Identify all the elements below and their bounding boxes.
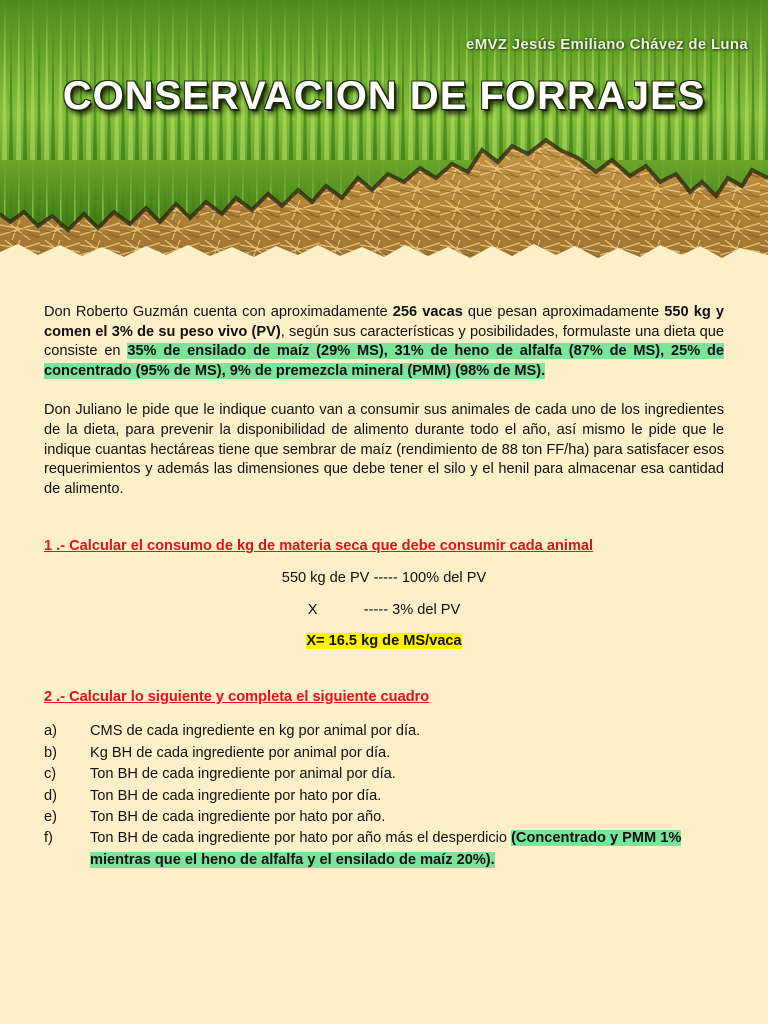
list-item (44, 807, 724, 828)
intro-text: Don Roberto Guzmán cuenta con aproximadamente (44, 304, 393, 320)
list-item-text: Ton BH de cada ingrediente por hato por día. (90, 787, 382, 804)
list-item-text-main: Ton BH de cada ingrediente por hato por año más el desperdicio (90, 830, 512, 847)
calc-line-2-rest: ----- 3% del PV (363, 601, 461, 618)
waste-highlight: (Concentrado y PMM 1% mientras que el heno de alfalfa y el ensilado de maíz 20%). (90, 830, 682, 868)
list-item (44, 721, 724, 742)
intro-paragraph-1 (44, 303, 724, 381)
list-marker: b) (44, 744, 57, 761)
calc-result-highlight: X= 16.5 kg de MS/vaca (306, 633, 462, 650)
list-marker: c) (44, 766, 57, 783)
list-marker: d) (44, 787, 57, 804)
section-1-heading: 1 .- Calcular el consumo de kg de materia seca que debe consumir cada animal (44, 538, 594, 555)
task-list (44, 721, 724, 871)
list-item-text: Ton BH de cada ingrediente por animal por día. (90, 766, 396, 783)
intro-paragraph-2: Don Juliano le pide que le indique cuanto van a consumir sus animales de cada uno de los ingredientes de la dieta, para prevenir la disponibilidad de alimento durante todo el año, así mismo le pide que le indique cuantas hectáreas tiene que sembrar de maíz (rendimiento de 88 ton FF/ha) para satisfacer esos requerimientos y además las dimensiones que debe tener el silo y el henil para almacenar esa cantidad de alimento. (44, 402, 724, 497)
calc-result (44, 632, 724, 652)
calc-line-1: 550 kg de PV ----- 100% del PV (281, 569, 487, 586)
list-item (44, 743, 724, 764)
list-item-text: Ton BH de cada ingrediente por hato por año. (90, 808, 386, 825)
calc-line-2 (44, 601, 724, 621)
list-marker: f) (44, 830, 53, 847)
list-marker: e) (44, 808, 57, 825)
diet-composition-highlight: 35% de ensilado de maíz (29% MS), 31% de heno de alfalfa (87% de MS), 25% de concentrado (95% de MS), 9% de premezcla mineral (PMM) (98% de MS). (44, 343, 724, 379)
cow-count: 256 vacas (392, 304, 463, 320)
list-item (44, 828, 724, 871)
intro-text: , según sus características y posibilidades, formulaste una dieta que consiste en (44, 323, 724, 360)
list-item-text (90, 828, 724, 871)
document-body (44, 303, 724, 871)
list-item (44, 764, 724, 785)
calc-variable: X (307, 601, 318, 618)
page-title: CONSERVACION DE FORRAJES (62, 74, 706, 118)
header-banner (0, 0, 768, 265)
list-marker: a) (44, 723, 57, 740)
list-item (44, 786, 724, 807)
list-item-text: Kg BH de cada ingrediente por animal por día. (90, 744, 391, 761)
intro-text: que pesan aproximadamente (462, 304, 665, 320)
section-2-heading: 2 .- Calcular lo siguiente y completa el siguiente cuadro (44, 688, 430, 705)
author-name: eMVZ Jesús Emiliano Chávez de Luna (466, 36, 748, 53)
list-item-text: CMS de cada ingrediente en kg por animal por día. (90, 723, 421, 740)
cow-weight-intake: 550 kg y comen el 3% de su peso vivo (PV) (44, 304, 724, 340)
